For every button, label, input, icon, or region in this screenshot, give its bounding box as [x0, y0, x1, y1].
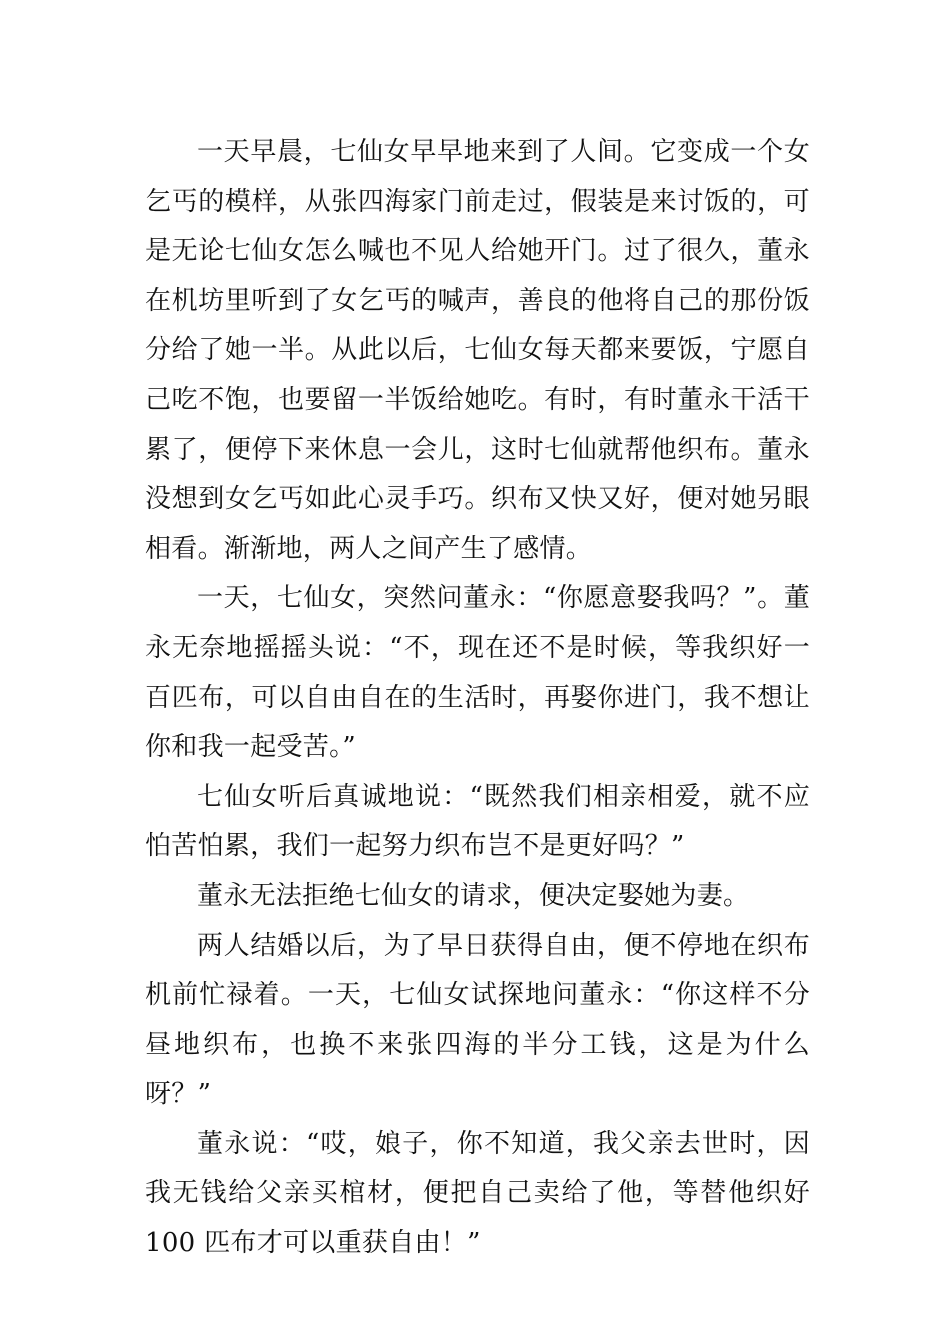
document-body: [145, 128, 810, 1269]
paragraph-3: 七仙女听后真诚地说：“既然我们相亲相爱，就不应怕苦怕累，我们一起努力织布岂不是更好吗？”: [145, 781, 810, 862]
paragraph-1: 一天早晨，七仙女早早地来到了人间。它变成一个女乞丐的模样，从张四海家门前走过，假装是来讨饭的，可是无论七仙女怎么喊也不见人给她开门。过了很久，董永在机坊里听到了女乞丐的喊声，善良的他将自己的那份饭分给了她一半。从此以后，七仙女每天都来要饭，宁愿自己吃不饱，也要留一半饭给她吃。有时，有时董永干活干累了，便停下来休息一会儿，这时七仙就帮他织布。董永没想到女乞丐如此心灵手巧。织布又快又好，便对她另眼相看。渐渐地，两人之间产生了感情。: [145, 137, 810, 564]
paragraph-5: 两人结婚以后，为了早日获得自由，便不停地在织布机前忙禄着。一天，七仙女试探地问董永：“你这样不分昼地织布，也换不来张四海的半分工钱，这是为什么呀？”: [145, 930, 810, 1110]
paragraph-6: 董永说：“哎，娘子，你不知道，我父亲去世时，因我无钱给父亲买棺材，便把自己卖给了他，等替他织好 100 匹布才可以重获自由！”: [145, 1128, 810, 1259]
paragraph-2: 一天，七仙女，突然问董永：“你愿意娶我吗？”。董永无奈地摇摇头说：“不，现在还不是时候，等我织好一百匹布，可以自由自在的生活时，再娶你进门，我不想让你和我一起受苦。”: [145, 583, 810, 763]
paragraph-4: 董永无法拒绝七仙女的请求，便决定娶她为妻。: [197, 880, 750, 911]
